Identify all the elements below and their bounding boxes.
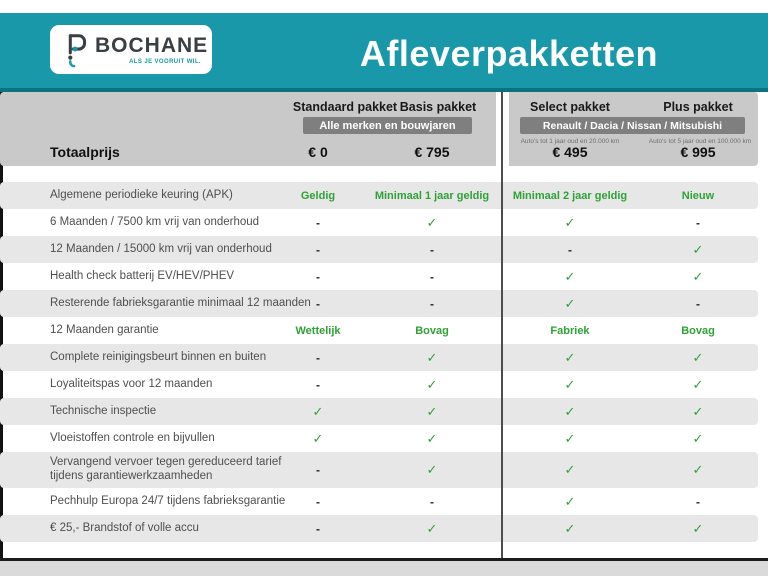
feature-value: Fabriek [550,324,590,337]
feature-label: Pechhulp Europa 24/7 tijdens fabrieksgarantie [50,494,286,507]
not-included-dash: - [430,242,434,257]
check-icon: ✓ [692,520,704,536]
check-icon: ✓ [692,349,704,365]
feature-value: Geldig [300,189,336,202]
feature-value: Bovag [415,324,449,337]
table-row [0,182,758,209]
check-icon: ✓ [692,268,704,284]
package-eligibility-note: Auto's tot 5 jaar oud en 100.000 km [648,138,752,145]
feature-label: Vervangend vervoer tegen gereduceerd tarief tijdens garantiewerkzaamheden [50,456,282,482]
check-icon: ✓ [426,430,438,446]
check-icon: ✓ [426,462,438,477]
check-icon: ✓ [564,403,576,419]
feature-value: Nieuw [681,189,715,202]
not-included-dash: - [430,494,434,509]
table-row [0,263,758,290]
not-included-dash: - [316,377,320,392]
not-included-dash: - [430,296,434,311]
check-icon: ✓ [564,268,576,284]
feature-value: Minimaal 1 jaar geldig [374,189,490,202]
table-row [0,317,758,344]
package-eligibility-note: Auto's tot 1 jaar oud en 20.000 km [520,138,620,145]
packages-header [0,92,758,166]
check-icon: ✓ [564,214,576,230]
table-row [0,398,758,425]
not-included-dash: - [316,242,320,257]
brand-name: BOCHANE [95,34,209,57]
check-icon: ✓ [564,493,576,509]
check-icon: ✓ [426,403,438,419]
table-row [0,488,758,515]
check-icon: ✓ [692,462,704,477]
column-divider [501,92,503,558]
feature-label: Resterende fabrieksgarantie minimaal 12 maanden [50,296,311,309]
check-icon: ✓ [426,349,438,365]
check-icon: ✓ [564,430,576,446]
feature-value: Bovag [681,324,715,337]
not-included-dash: - [568,242,572,257]
feature-value: Minimaal 2 jaar geldig [512,189,628,202]
brand-scope-badge: Renault / Dacia / Nissan / Mitsubishi [520,117,745,134]
feature-value: Wettelijk [295,324,341,337]
brand-tagline: ALS JE VOORUIT WIL. [129,59,201,65]
package-price: € 495 [552,144,588,160]
package-name: Standaard pakket [292,100,398,114]
check-icon: ✓ [312,403,324,419]
table-row [0,452,758,488]
not-included-dash: - [316,296,320,311]
table-row [0,425,758,452]
check-icon: ✓ [426,520,438,536]
bottom-margin [0,561,768,576]
table-row [0,344,758,371]
brand-scope-badge: Alle merken en bouwjaren [303,117,472,134]
feature-label: Vloeistoffen controle en bijvullen [50,431,215,444]
package-name: Select pakket [530,100,610,114]
table-row [0,209,758,236]
header-banner [0,13,768,92]
table-row [0,290,758,317]
not-included-dash: - [316,521,320,536]
not-included-dash: - [316,215,320,230]
not-included-dash: - [316,463,320,477]
package-price: € 995 [680,144,716,160]
check-icon: ✓ [312,430,324,446]
not-included-dash: - [696,494,700,509]
check-icon: ✓ [564,349,576,365]
feature-label: 12 Maanden garantie [50,323,159,336]
package-price: € 795 [414,144,450,160]
not-included-dash: - [316,269,320,284]
feature-label: Algemene periodieke keuring (APK) [50,188,233,201]
feature-label: 12 Maanden / 15000 km vrij van onderhoud [50,242,272,255]
check-icon: ✓ [426,214,438,230]
check-icon: ✓ [692,241,704,257]
feature-table [0,182,768,542]
check-icon: ✓ [426,376,438,392]
not-included-dash: - [316,350,320,365]
package-price: € 0 [308,144,328,160]
check-icon: ✓ [692,376,704,392]
not-included-dash: - [316,494,320,509]
check-icon: ✓ [564,376,576,392]
feature-label: € 25,- Brandstof of volle accu [50,521,199,534]
feature-label: Health check batterij EV/HEV/PHEV [50,269,235,282]
feature-label: Complete reinigingsbeurt binnen en buiten [50,350,267,363]
totaalprijs-label: Totaalprijs [50,144,120,160]
table-row [0,371,758,398]
not-included-dash: - [696,215,700,230]
not-included-dash: - [430,269,434,284]
package-name: Basis pakket [399,100,477,114]
table-row [0,515,758,542]
feature-label: Technische inspectie [50,404,157,417]
feature-label: 6 Maanden / 7500 km vrij van onderhoud [50,215,260,228]
package-name: Plus pakket [663,100,733,114]
page-title: Afleverpakketten [359,33,659,74]
check-icon: ✓ [692,430,704,446]
table-row [0,236,758,263]
bochane-logo-icon [61,31,91,69]
bochane-logo [50,25,212,74]
check-icon: ✓ [564,295,576,311]
check-icon: ✓ [692,403,704,419]
check-icon: ✓ [564,520,576,536]
not-included-dash: - [696,296,700,311]
check-icon: ✓ [564,462,576,477]
feature-label: Loyaliteitspas voor 12 maanden [50,377,213,390]
